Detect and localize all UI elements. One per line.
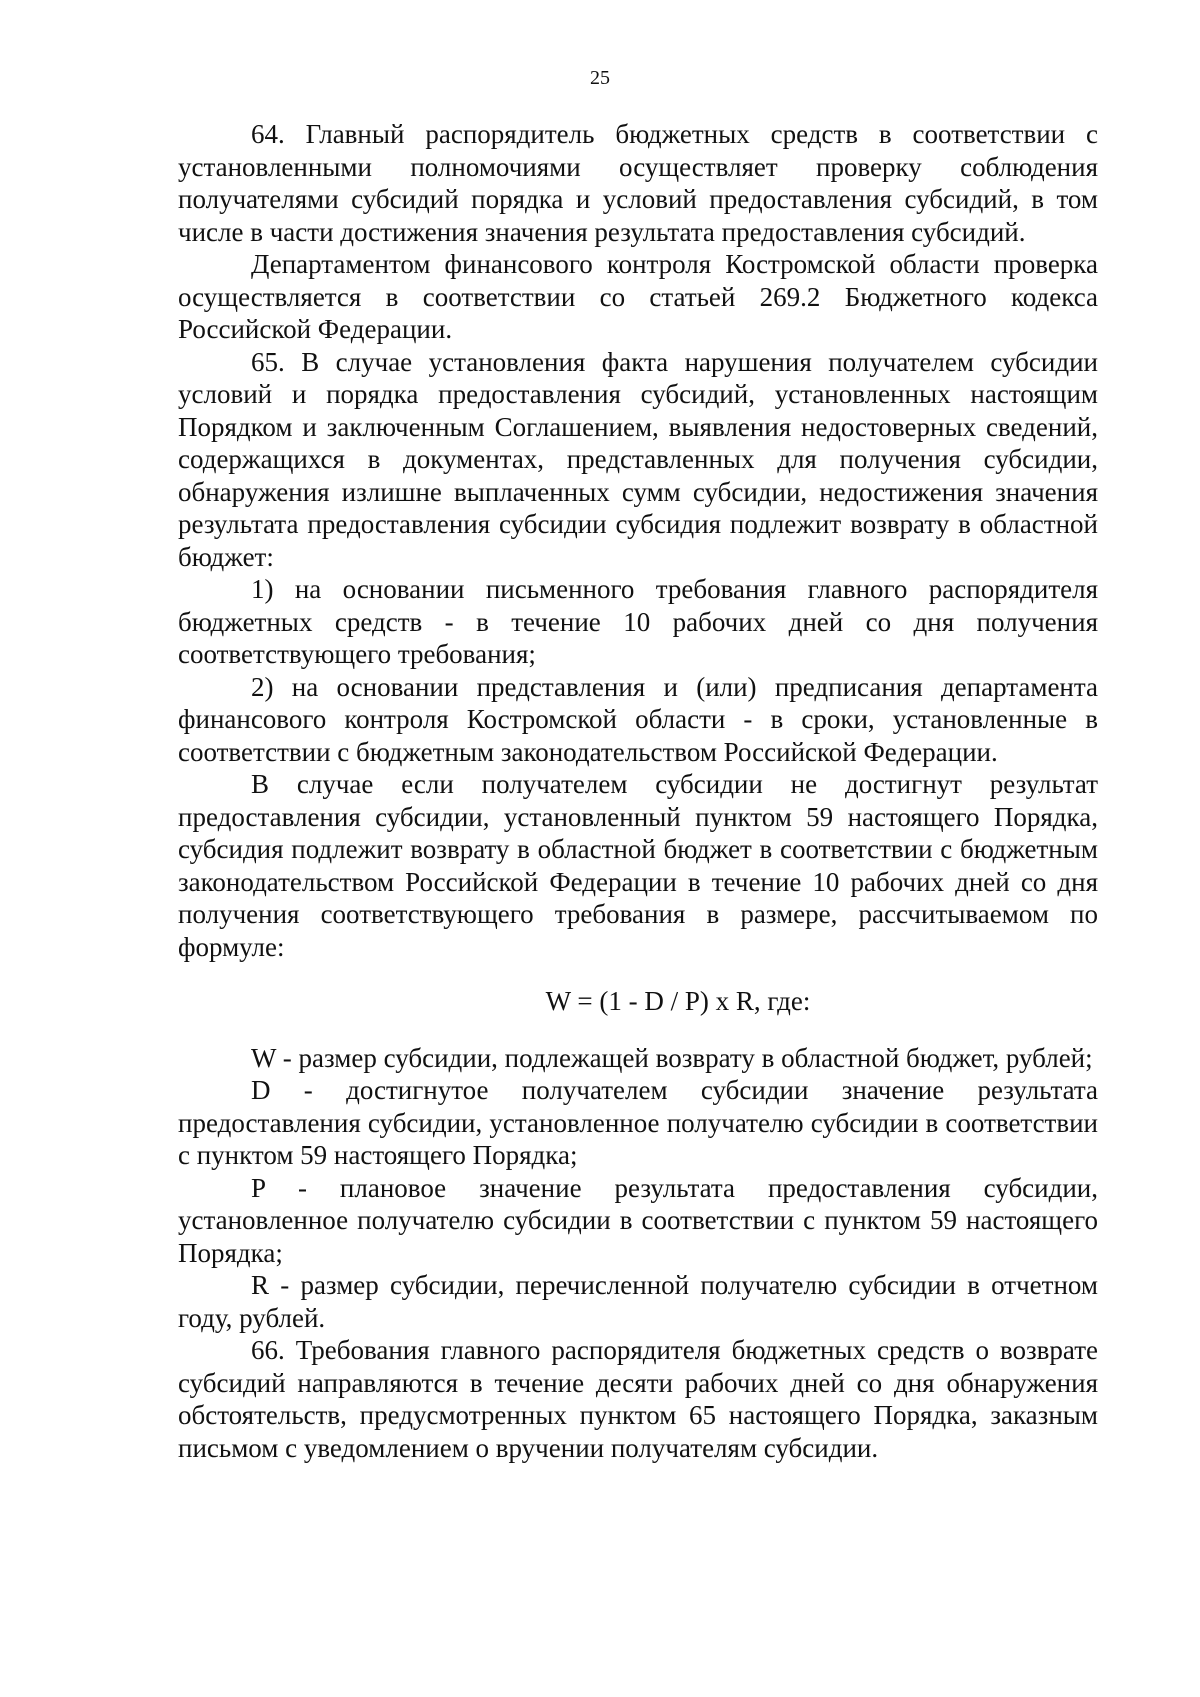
definition-w: W - размер субсидии, подлежащей возврату в областной бюджет, рублей; bbox=[251, 1042, 1093, 1073]
definition-r: R - размер субсидии, перечисленной получателю субсидии в отчетном году, рублей. bbox=[178, 1270, 1098, 1333]
list-item-2: 2) на основании представления и (или) предписания департамента финансового контроля Костромской области - в сроки, установленные в соответствии с бюджетным законодательством Российской Федерации. bbox=[178, 671, 1098, 767]
paragraph-64: 64. Главный распорядитель бюджетных средств в соответствии с установленными полномочиями осуществляет проверку соблюдения получателями субсидий порядка и условий предоставления субсидий, в том числе в части достижения значения результата предоставления субсидий. bbox=[178, 119, 1098, 247]
definition-p: P - плановое значение результата предоставления субсидии, установленное получателю субсидии в соответствии с пунктом 59 настоящего Порядка; bbox=[178, 1172, 1098, 1268]
formula: W = (1 - D / P) x R, где: bbox=[545, 986, 811, 1016]
paragraph-65: 65. В случае установления факта нарушения получателем субсидии условий и порядка предоставления субсидий, установленных настоящим Порядком и заключенным Соглашением, выявления недостоверных сведений, содержащихся в документах, представленных для получения субсидии, обнаружения излишне выплаченных сумм субсидии, недостижения значения результата предоставления субсидии субсидия подлежит возврату в областной бюджет: bbox=[178, 346, 1098, 572]
page-number: 25 bbox=[590, 67, 610, 89]
document-body bbox=[178, 118, 1098, 1464]
paragraph-result-not-achieved: В случае если получателем субсидии не достигнут результат предоставления субсидии, установленный пунктом 59 настоящего Порядка, субсидия подлежит возврату в областной бюджет в соответствии с бюджетным законодательством Российской Федерации в течение 10 рабочих дней со дня получения соответствующего требования в размере, рассчитываемом по формуле: bbox=[178, 769, 1098, 962]
paragraph-financial-control: Департаментом финансового контроля Костромской области проверка осуществляется в соответствии со статьей 269.2 Бюджетного кодекса Российской Федерации. bbox=[178, 249, 1098, 344]
paragraph-66: 66. Требования главного распорядителя бюджетных средств о возврате субсидий направляются в течение десяти рабочих дней со дня обнаружения обстоятельств, предусмотренных пунктом 65 настоящего Порядка, заказным письмом с уведомлением о вручении получателям субсидии. bbox=[178, 1335, 1098, 1463]
list-item-1: 1) на основании письменного требования главного распорядителя бюджетных средств - в течение 10 рабочих дней со дня получения соответствующего требования; bbox=[178, 574, 1098, 669]
definition-d: D - достигнутое получателем субсидии значение результата предоставления субсидии, установленное получателю субсидии в соответствии с пунктом 59 настоящего Порядка; bbox=[178, 1075, 1098, 1170]
